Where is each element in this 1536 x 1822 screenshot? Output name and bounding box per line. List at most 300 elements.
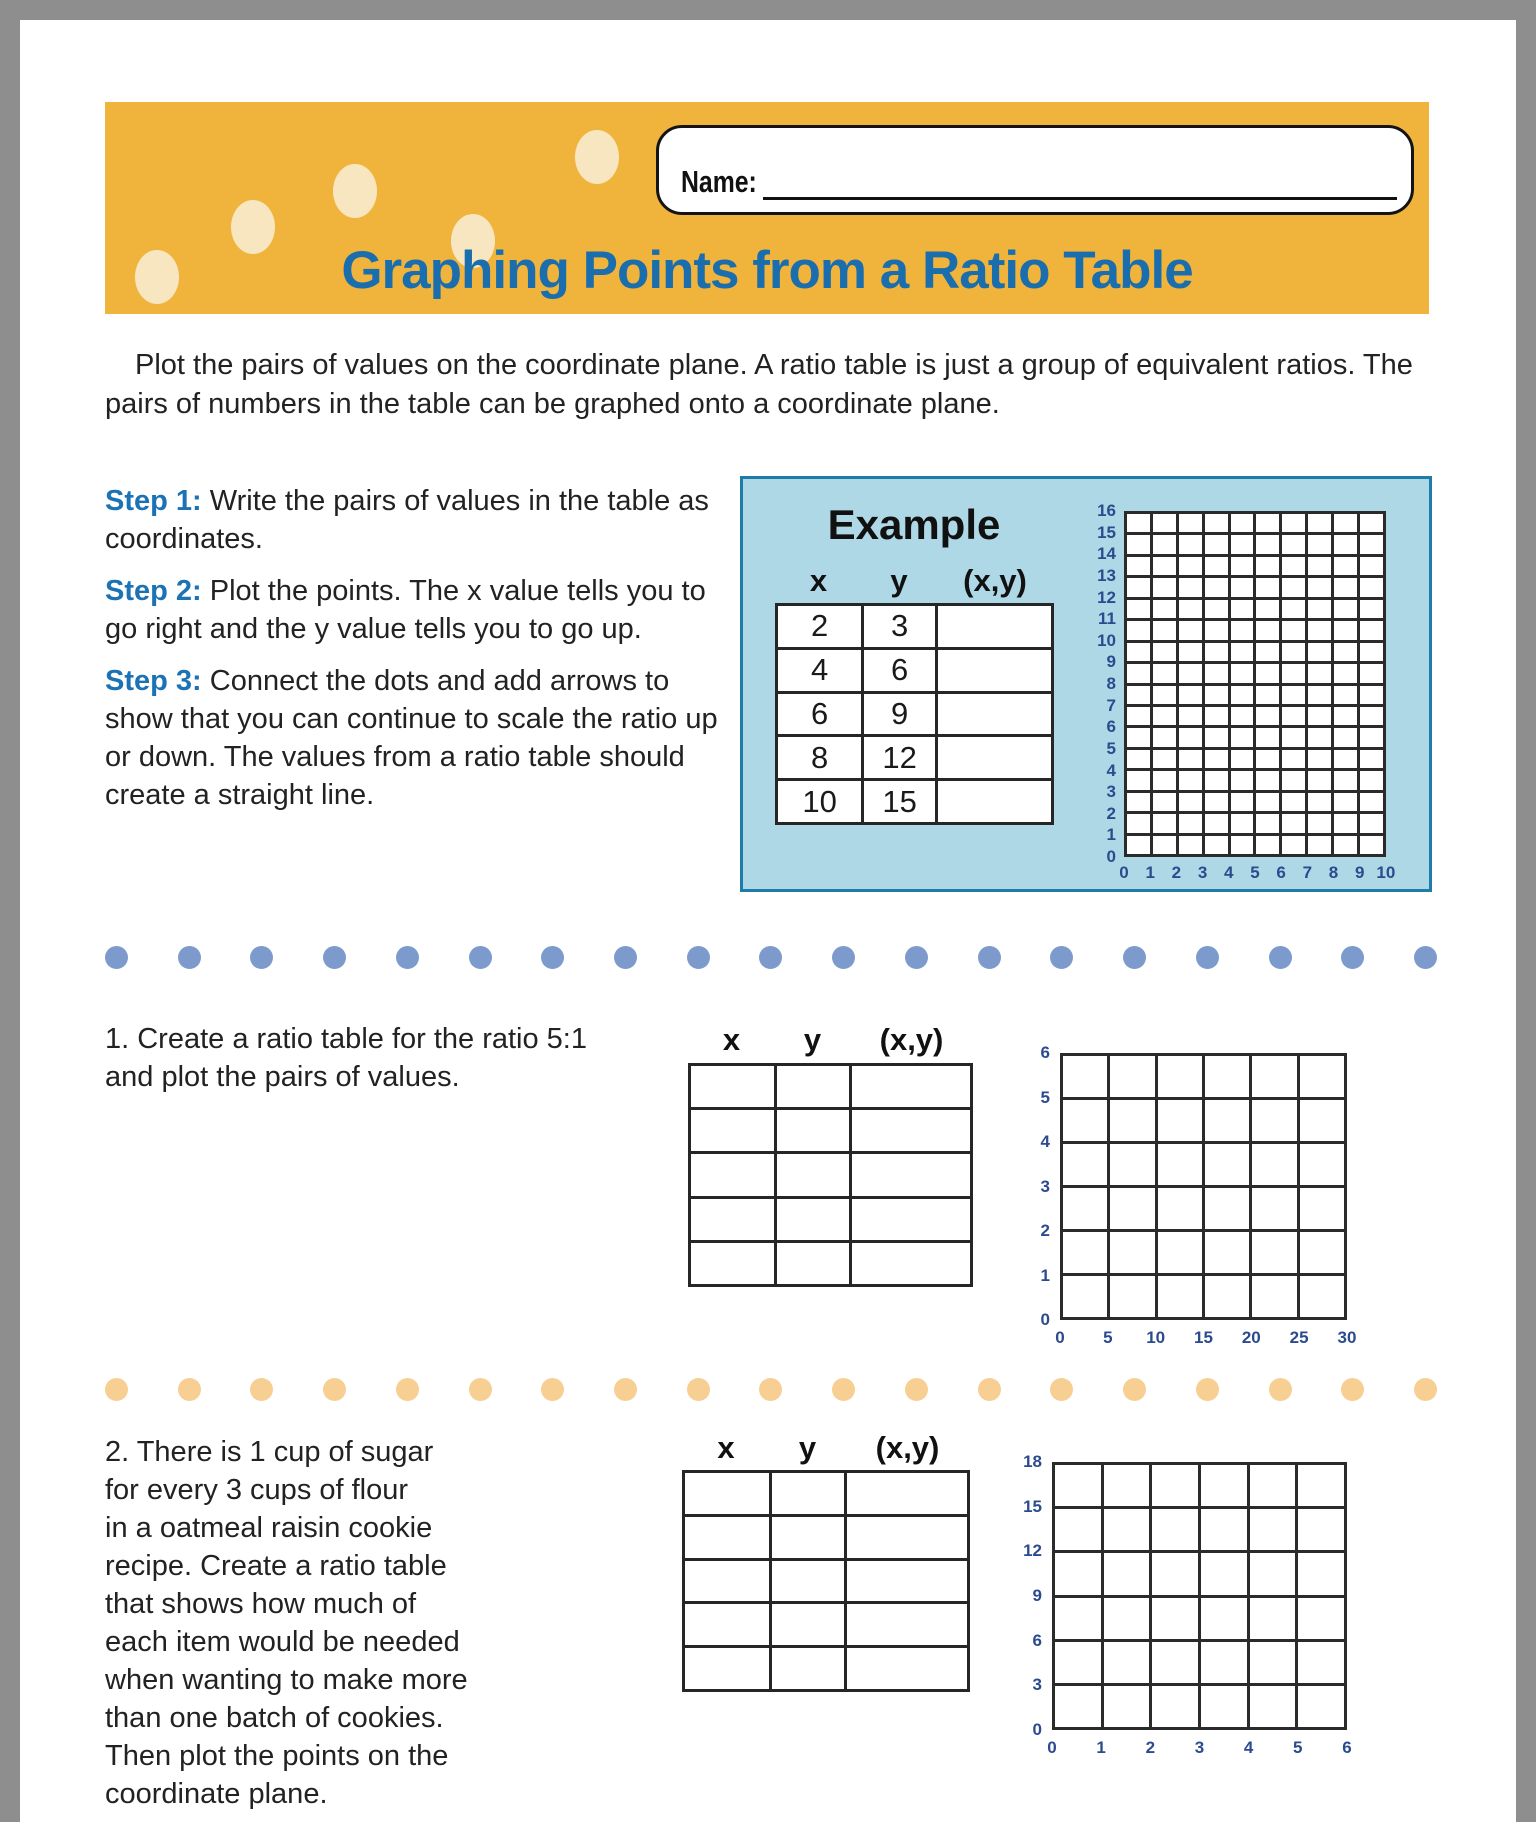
grid-cell[interactable] (1153, 643, 1176, 661)
grid-cell[interactable] (1252, 1276, 1296, 1317)
grid-cell[interactable] (1158, 1188, 1202, 1229)
grid-cell[interactable] (1231, 750, 1254, 768)
text-line: coordinate plane. (105, 1778, 328, 1810)
grid-cell[interactable] (1231, 578, 1254, 596)
grid-cell[interactable] (1205, 1144, 1249, 1185)
axis-tick-label: 10 (1146, 1328, 1166, 1347)
grid-cell[interactable] (1360, 728, 1383, 746)
grid-cell[interactable] (1360, 600, 1383, 618)
axis-tick-label: 9 (1354, 863, 1365, 882)
axis-tick-label: 5 (1106, 738, 1116, 758)
grid-cell[interactable] (1360, 535, 1383, 553)
grid-cell[interactable] (1205, 1056, 1249, 1097)
axis-tick-label: 1 (1145, 863, 1155, 882)
q2-table (682, 1470, 970, 1692)
grid-cell[interactable] (1179, 707, 1202, 725)
grid-cell[interactable] (1063, 1232, 1107, 1273)
grid-cell[interactable] (1282, 814, 1305, 832)
grid-cell[interactable] (1179, 535, 1202, 553)
grid-cell[interactable] (1360, 578, 1383, 596)
grid-cell[interactable] (1308, 514, 1331, 532)
axis-tick-label: 5 (1103, 1328, 1113, 1347)
grid-cell[interactable] (1308, 750, 1331, 768)
grid-cell[interactable] (1205, 643, 1228, 661)
grid-cell[interactable] (1127, 814, 1150, 832)
grid-cell[interactable] (1256, 750, 1279, 768)
grid-cell[interactable] (1205, 1232, 1249, 1273)
grid-cell[interactable] (1153, 664, 1176, 682)
grid-cell[interactable] (1127, 707, 1150, 725)
table-cell[interactable] (938, 781, 1051, 822)
grid-cell[interactable] (1110, 1232, 1154, 1273)
grid-cell[interactable] (1250, 1598, 1296, 1639)
grid-cell[interactable] (1256, 643, 1279, 661)
grid-cell[interactable] (1360, 557, 1383, 575)
grid-cell[interactable] (1063, 1144, 1107, 1185)
table-cell[interactable] (777, 1110, 849, 1151)
grid-cell[interactable] (1256, 621, 1279, 639)
grid-cell[interactable] (1298, 1686, 1344, 1727)
q2-x-axis (1037, 1738, 1362, 1758)
table-cell[interactable] (938, 694, 1051, 735)
grid-cell[interactable] (1231, 793, 1254, 811)
table-cell[interactable] (847, 1648, 967, 1689)
grid-cell[interactable] (1201, 1553, 1247, 1594)
grid-cell[interactable] (1231, 514, 1254, 532)
grid-cell[interactable] (1158, 1232, 1202, 1273)
grid-cell[interactable] (1334, 600, 1357, 618)
grid-cell[interactable] (1231, 686, 1254, 704)
divider-dot (105, 946, 128, 969)
grid-cell[interactable] (1252, 1188, 1296, 1229)
grid-cell[interactable] (1360, 771, 1383, 789)
grid-cell[interactable] (1205, 514, 1228, 532)
grid-cell[interactable] (1179, 814, 1202, 832)
grid-cell[interactable] (1282, 750, 1305, 768)
grid-cell[interactable] (1250, 1642, 1296, 1683)
table-cell[interactable] (938, 606, 1051, 647)
grid-cell[interactable] (1158, 1056, 1202, 1097)
grid-cell[interactable] (1153, 535, 1176, 553)
grid-cell[interactable] (1308, 814, 1331, 832)
grid-cell[interactable] (1205, 707, 1228, 725)
grid-cell[interactable] (1250, 1686, 1296, 1727)
grid-cell[interactable] (1334, 514, 1357, 532)
grid-cell[interactable] (1360, 814, 1383, 832)
grid-cell[interactable] (1063, 1188, 1107, 1229)
grid-cell[interactable] (1231, 707, 1254, 725)
table-cell[interactable] (772, 1517, 844, 1558)
grid-cell[interactable] (1360, 686, 1383, 704)
table-cell[interactable] (852, 1110, 970, 1151)
grid-cell[interactable] (1360, 514, 1383, 532)
grid-cell[interactable] (1308, 836, 1331, 854)
table-cell[interactable] (685, 1561, 769, 1602)
grid-cell[interactable] (1360, 621, 1383, 639)
grid-cell[interactable] (1179, 728, 1202, 746)
axis-tick-label: 15 (1194, 1328, 1213, 1347)
table-cell[interactable] (852, 1066, 970, 1107)
divider-dot (1414, 946, 1437, 969)
grid-cell[interactable] (1152, 1686, 1198, 1727)
grid-cell[interactable] (1158, 1276, 1202, 1317)
grid-cell[interactable] (1153, 686, 1176, 704)
grid-cell[interactable] (1104, 1553, 1150, 1594)
grid-cell[interactable] (1334, 814, 1357, 832)
grid-cell[interactable] (1152, 1465, 1198, 1506)
table-cell: 9 (864, 694, 935, 735)
grid-cell[interactable] (1282, 664, 1305, 682)
grid-cell[interactable] (1205, 1100, 1249, 1141)
grid-cell[interactable] (1055, 1553, 1101, 1594)
grid-cell[interactable] (1153, 557, 1176, 575)
grid-cell[interactable] (1256, 557, 1279, 575)
grid-cell[interactable] (1201, 1686, 1247, 1727)
grid-cell[interactable] (1300, 1232, 1344, 1273)
axis-tick-label: 0 (1047, 1738, 1057, 1757)
grid-cell[interactable] (1153, 621, 1176, 639)
table-cell[interactable] (691, 1110, 774, 1151)
grid-cell[interactable] (1256, 728, 1279, 746)
grid-cell[interactable] (1334, 664, 1357, 682)
grid-cell[interactable] (1298, 1553, 1344, 1594)
table-cell[interactable] (691, 1243, 774, 1284)
grid-cell[interactable] (1205, 814, 1228, 832)
grid-cell[interactable] (1063, 1276, 1107, 1317)
grid-cell[interactable] (1256, 600, 1279, 618)
grid-cell[interactable] (1127, 664, 1150, 682)
grid-cell[interactable] (1334, 686, 1357, 704)
grid-cell[interactable] (1055, 1642, 1101, 1683)
grid-cell[interactable] (1360, 643, 1383, 661)
table-cell[interactable] (777, 1066, 849, 1107)
divider-dot (250, 1378, 273, 1401)
grid-cell[interactable] (1179, 578, 1202, 596)
grid-cell[interactable] (1282, 771, 1305, 789)
grid-cell[interactable] (1179, 557, 1202, 575)
grid-cell[interactable] (1205, 728, 1228, 746)
grid-cell[interactable] (1252, 1056, 1296, 1097)
grid-cell[interactable] (1231, 836, 1254, 854)
grid-cell[interactable] (1334, 535, 1357, 553)
table-cell[interactable] (777, 1154, 849, 1195)
grid-cell[interactable] (1231, 643, 1254, 661)
grid-cell[interactable] (1205, 1188, 1249, 1229)
grid-cell[interactable] (1153, 600, 1176, 618)
grid-cell[interactable] (1153, 836, 1176, 854)
divider-dot (905, 1378, 928, 1401)
table-cell[interactable] (777, 1199, 849, 1240)
axis-tick-label: 3 (1194, 1738, 1205, 1757)
grid-cell[interactable] (1205, 1276, 1249, 1317)
grid-cell[interactable] (1252, 1100, 1296, 1141)
grid-cell[interactable] (1127, 557, 1150, 575)
grid-cell[interactable] (1179, 836, 1202, 854)
grid-cell[interactable] (1205, 793, 1228, 811)
grid-cell[interactable] (1055, 1509, 1101, 1550)
grid-cell[interactable] (1205, 771, 1228, 789)
grid-cell[interactable] (1104, 1598, 1150, 1639)
grid-cell[interactable] (1127, 514, 1150, 532)
grid-cell[interactable] (1308, 707, 1331, 725)
grid-cell[interactable] (1055, 1686, 1101, 1727)
grid-cell[interactable] (1179, 600, 1202, 618)
table-cell[interactable] (938, 650, 1051, 691)
grid-cell[interactable] (1282, 836, 1305, 854)
grid-cell[interactable] (1205, 535, 1228, 553)
grid-cell[interactable] (1252, 1232, 1296, 1273)
example-y-axis (1073, 502, 1116, 866)
grid-cell[interactable] (1205, 557, 1228, 575)
grid-cell[interactable] (1127, 621, 1150, 639)
grid-cell[interactable] (1308, 664, 1331, 682)
table-cell[interactable] (852, 1199, 970, 1240)
grid-cell[interactable] (1300, 1100, 1344, 1141)
grid-cell[interactable] (1104, 1509, 1150, 1550)
table-cell[interactable] (772, 1604, 844, 1645)
table-cell[interactable] (691, 1199, 774, 1240)
grid-cell[interactable] (1127, 771, 1150, 789)
grid-cell[interactable] (1334, 750, 1357, 768)
grid-cell[interactable] (1231, 621, 1254, 639)
divider-dots-yellow (105, 1377, 1437, 1401)
grid-cell[interactable] (1300, 1056, 1344, 1097)
grid-cell[interactable] (1334, 621, 1357, 639)
table-cell[interactable] (847, 1517, 967, 1558)
grid-cell[interactable] (1104, 1686, 1150, 1727)
name-label: Name: (681, 164, 757, 199)
grid-cell[interactable] (1334, 578, 1357, 596)
grid-cell[interactable] (1308, 578, 1331, 596)
grid-cell[interactable] (1256, 707, 1279, 725)
grid-cell[interactable] (1231, 728, 1254, 746)
divider-dot (978, 1378, 1001, 1401)
table-cell: 15 (864, 781, 935, 822)
grid-cell[interactable] (1205, 600, 1228, 618)
grid-cell[interactable] (1256, 535, 1279, 553)
table-cell[interactable] (685, 1517, 769, 1558)
grid-cell[interactable] (1205, 664, 1228, 682)
grid-cell[interactable] (1256, 578, 1279, 596)
grid-cell[interactable] (1360, 707, 1383, 725)
grid-cell[interactable] (1055, 1598, 1101, 1639)
column-header: x (809, 563, 828, 598)
axis-tick-label: 4 (1224, 863, 1234, 882)
grid-cell[interactable] (1055, 1465, 1101, 1506)
grid-cell[interactable] (1256, 814, 1279, 832)
grid-cell[interactable] (1360, 664, 1383, 682)
table-cell[interactable] (852, 1243, 970, 1284)
grid-cell[interactable] (1298, 1642, 1344, 1683)
grid-cell[interactable] (1308, 535, 1331, 553)
name-input-line[interactable] (763, 197, 1397, 200)
grid-cell[interactable] (1179, 664, 1202, 682)
grid-cell[interactable] (1282, 578, 1305, 596)
grid-cell[interactable] (1127, 600, 1150, 618)
grid-cell[interactable] (1179, 514, 1202, 532)
table-cell[interactable] (777, 1243, 849, 1284)
grid-cell[interactable] (1153, 814, 1176, 832)
grid-cell[interactable] (1256, 793, 1279, 811)
grid-cell[interactable] (1205, 578, 1228, 596)
grid-cell[interactable] (1298, 1465, 1344, 1506)
grid-cell[interactable] (1153, 771, 1176, 789)
grid-cell[interactable] (1201, 1509, 1247, 1550)
grid-cell[interactable] (1205, 750, 1228, 768)
grid-cell[interactable] (1360, 836, 1383, 854)
grid-cell[interactable] (1179, 643, 1202, 661)
grid-cell[interactable] (1127, 686, 1150, 704)
grid-cell[interactable] (1153, 728, 1176, 746)
divider-dot (978, 946, 1001, 969)
grid-cell[interactable] (1282, 686, 1305, 704)
grid-cell[interactable] (1282, 643, 1305, 661)
grid-cell[interactable] (1104, 1642, 1150, 1683)
grid-cell[interactable] (1282, 707, 1305, 725)
grid-cell[interactable] (1256, 686, 1279, 704)
grid-cell[interactable] (1282, 600, 1305, 618)
grid-cell[interactable] (1282, 728, 1305, 746)
table-cell[interactable] (691, 1066, 774, 1107)
grid-cell[interactable] (1308, 771, 1331, 789)
grid-cell[interactable] (1250, 1509, 1296, 1550)
grid-cell[interactable] (1256, 771, 1279, 789)
grid-cell[interactable] (1110, 1056, 1154, 1097)
grid-cell[interactable] (1231, 814, 1254, 832)
grid-cell[interactable] (1179, 621, 1202, 639)
grid-cell[interactable] (1127, 535, 1150, 553)
grid-cell[interactable] (1256, 514, 1279, 532)
grid-cell[interactable] (1282, 621, 1305, 639)
table-cell[interactable] (847, 1604, 967, 1645)
grid-cell[interactable] (1231, 771, 1254, 789)
axis-tick-label: 3 (1106, 782, 1116, 802)
grid-cell[interactable] (1179, 771, 1202, 789)
grid-cell[interactable] (1300, 1188, 1344, 1229)
grid-cell[interactable] (1308, 621, 1331, 639)
grid-cell[interactable] (1201, 1642, 1247, 1683)
grid-cell[interactable] (1334, 793, 1357, 811)
axis-tick-label: 0 (1032, 1719, 1042, 1739)
grid-cell[interactable] (1205, 621, 1228, 639)
axis-tick-label: 6 (1032, 1630, 1042, 1650)
grid-cell[interactable] (1231, 664, 1254, 682)
grid-cell[interactable] (1110, 1100, 1154, 1141)
grid-cell[interactable] (1201, 1598, 1247, 1639)
table-cell[interactable] (847, 1473, 967, 1514)
grid-cell[interactable] (1152, 1553, 1198, 1594)
grid-cell[interactable] (1127, 728, 1150, 746)
grid-cell[interactable] (1127, 578, 1150, 596)
table-cell[interactable] (772, 1561, 844, 1602)
grid-cell[interactable] (1300, 1276, 1344, 1317)
grid-cell[interactable] (1282, 793, 1305, 811)
grid-cell[interactable] (1308, 793, 1331, 811)
table-cell[interactable] (685, 1648, 769, 1689)
grid-cell[interactable] (1334, 771, 1357, 789)
grid-cell[interactable] (1152, 1509, 1198, 1550)
grid-cell[interactable] (1334, 557, 1357, 575)
table-cell[interactable] (772, 1648, 844, 1689)
table-cell[interactable] (938, 737, 1051, 778)
table-cell[interactable] (772, 1473, 844, 1514)
grid-cell[interactable] (1308, 728, 1331, 746)
table-cell[interactable] (691, 1154, 774, 1195)
grid-cell[interactable] (1256, 836, 1279, 854)
axis-tick-label: 2 (1171, 863, 1182, 882)
grid-cell[interactable] (1063, 1056, 1107, 1097)
grid-cell[interactable] (1308, 686, 1331, 704)
grid-cell[interactable] (1205, 836, 1228, 854)
grid-cell[interactable] (1298, 1598, 1344, 1639)
grid-cell[interactable] (1334, 707, 1357, 725)
text-line: and plot the pairs of values. (105, 1061, 460, 1093)
grid-cell[interactable] (1334, 836, 1357, 854)
grid-cell[interactable] (1282, 514, 1305, 532)
grid-cell[interactable] (1231, 557, 1254, 575)
grid-cell[interactable] (1110, 1276, 1154, 1317)
grid-cell[interactable] (1153, 707, 1176, 725)
grid-cell[interactable] (1334, 643, 1357, 661)
grid-cell[interactable] (1308, 600, 1331, 618)
grid-cell[interactable] (1308, 643, 1331, 661)
grid-cell[interactable] (1153, 793, 1176, 811)
grid-cell[interactable] (1250, 1465, 1296, 1506)
grid-cell[interactable] (1298, 1509, 1344, 1550)
grid-cell[interactable] (1158, 1100, 1202, 1141)
grid-cell[interactable] (1282, 535, 1305, 553)
table-cell[interactable] (685, 1604, 769, 1645)
table-cell[interactable] (852, 1154, 970, 1195)
grid-cell[interactable] (1104, 1465, 1150, 1506)
grid-cell[interactable] (1360, 793, 1383, 811)
grid-cell[interactable] (1127, 643, 1150, 661)
grid-cell[interactable] (1127, 836, 1150, 854)
grid-cell[interactable] (1153, 750, 1176, 768)
grid-cell[interactable] (1179, 793, 1202, 811)
grid-cell[interactable] (1153, 514, 1176, 532)
grid-cell[interactable] (1256, 664, 1279, 682)
axis-tick-label: 0 (1055, 1328, 1065, 1347)
grid-cell[interactable] (1179, 686, 1202, 704)
grid-cell[interactable] (1179, 750, 1202, 768)
grid-cell[interactable] (1334, 728, 1357, 746)
grid-cell[interactable] (1252, 1144, 1296, 1185)
grid-cell[interactable] (1231, 535, 1254, 553)
grid-cell[interactable] (1152, 1598, 1198, 1639)
grid-cell[interactable] (1153, 578, 1176, 596)
grid-cell[interactable] (1360, 750, 1383, 768)
grid-cell[interactable] (1201, 1465, 1247, 1506)
grid-cell[interactable] (1158, 1144, 1202, 1185)
grid-cell[interactable] (1110, 1188, 1154, 1229)
grid-cell[interactable] (1300, 1144, 1344, 1185)
step-3 (105, 662, 735, 814)
grid-cell[interactable] (1205, 686, 1228, 704)
divider-dot (614, 1378, 637, 1401)
grid-cell[interactable] (1110, 1144, 1154, 1185)
grid-cell[interactable] (1127, 750, 1150, 768)
grid-cell[interactable] (1152, 1642, 1198, 1683)
table-cell[interactable] (847, 1561, 967, 1602)
table-cell[interactable] (685, 1473, 769, 1514)
grid-cell[interactable] (1231, 600, 1254, 618)
grid-cell[interactable] (1063, 1100, 1107, 1141)
grid-cell[interactable] (1282, 557, 1305, 575)
grid-cell[interactable] (1308, 557, 1331, 575)
grid-cell[interactable] (1127, 793, 1150, 811)
grid-cell[interactable] (1250, 1553, 1296, 1594)
